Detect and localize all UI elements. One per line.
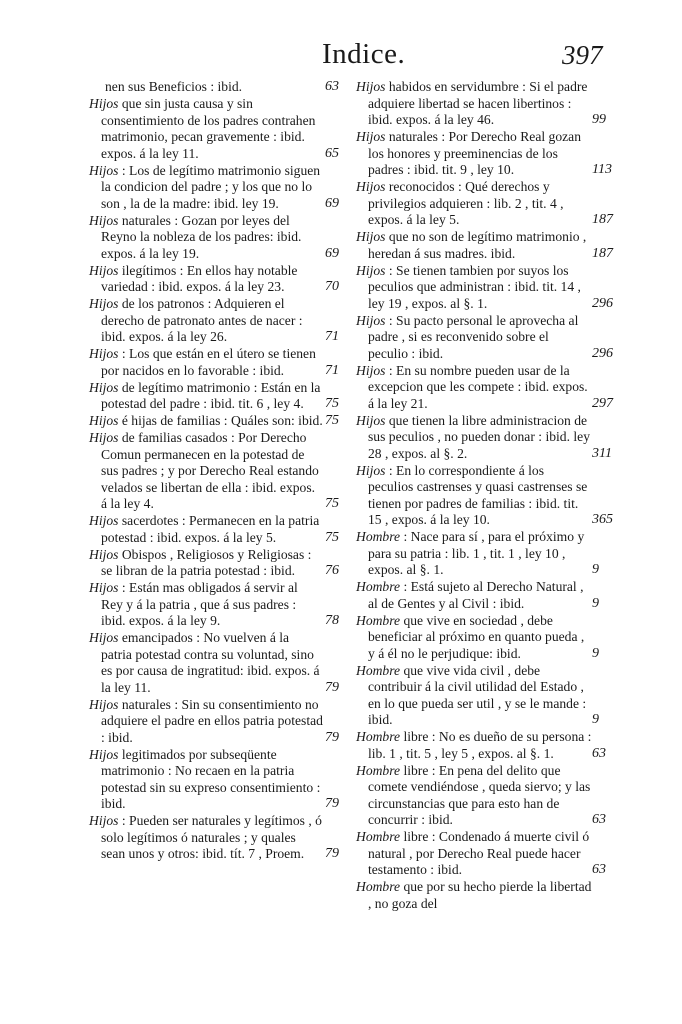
index-entry: [89, 163, 339, 213]
entry-text: [89, 813, 323, 863]
entry-page-ref: 69: [325, 195, 339, 211]
index-entry: [89, 296, 339, 346]
index-entry: [89, 213, 339, 263]
entry-page-ref: 69: [325, 245, 339, 261]
entry-page-ref: 187: [592, 212, 613, 227]
entry-headword: Hombre: [356, 529, 401, 544]
entry-body: libre : En pena del delito que comete vendiéndose , queda siervo; y las circunstancias que para esto han de concurrir : ibid.: [368, 762, 591, 827]
entry-page-ref: 113: [592, 162, 612, 177]
entry-text: [356, 413, 592, 463]
entry-headword: Hijos: [356, 229, 386, 244]
entry-headword: Hijos: [89, 96, 119, 111]
index-entry: [356, 529, 612, 579]
entry-headword: Hijos: [89, 430, 119, 445]
index-entry: [356, 413, 612, 463]
entry-headword: Hijos: [89, 546, 119, 562]
index-entry: [89, 580, 339, 630]
entry-body: : Los de legítimo matrimonio siguen la condicion del padre ; y los que no lo son , la de la madre: ibid. ley 19.: [101, 162, 321, 211]
index-entry: [89, 547, 339, 580]
index-entry: [89, 263, 339, 296]
entry-text: [89, 96, 323, 162]
entry-text: [356, 463, 592, 529]
entry-body: nen sus Beneficios : ibid.: [105, 79, 243, 94]
entry-headword: Hijos: [89, 630, 119, 645]
entry-body: libre : Condenado á muerte civil ó natural , por Derecho Real puede hacer testamento : ibid.: [368, 829, 590, 877]
entry-page-ref: 65: [325, 145, 339, 161]
entry-headword: Hijos: [89, 296, 119, 311]
entry-body: : Los que están en el útero se tienen por nacidos en lo favorable : ibid.: [101, 346, 316, 378]
entry-text: [89, 296, 323, 346]
entry-page-ref: 99: [592, 112, 606, 127]
index-entry: [89, 630, 339, 696]
index-entry: [356, 313, 612, 363]
entry-page-ref: 75: [325, 396, 339, 411]
entry-page-ref: 63: [592, 745, 606, 761]
entry-page-ref: 187: [592, 245, 613, 261]
entry-text: [356, 129, 592, 179]
index-entry: [356, 613, 612, 663]
entry-text: [89, 547, 323, 580]
index-entry: [89, 346, 339, 379]
entry-page-ref: 63: [592, 812, 606, 827]
entry-headword: Hijos: [356, 362, 386, 378]
entry-text: [89, 346, 323, 379]
entry-body: : Se tienen tambien por suyos los peculios que administran : ibid. tit. 14 , ley 19 , expos. al §. 1.: [368, 262, 581, 311]
index-entry: [356, 879, 612, 912]
index-entry: [89, 813, 339, 863]
entry-text: [356, 829, 592, 879]
entry-text: [356, 763, 592, 829]
index-entry: [356, 229, 612, 262]
entry-page-ref: 297: [592, 395, 613, 411]
entry-headword: Hijos: [356, 412, 386, 428]
running-title: Indice.: [322, 38, 406, 70]
entry-page-ref: 296: [592, 345, 613, 361]
entry-body: que sin justa causa y sin consentimiento de los padres contrahen matrimonio, pecan gravemente : ibid. expos. á la ley 11.: [101, 96, 316, 161]
entry-text: [356, 663, 592, 729]
index-entry: [356, 179, 612, 229]
index-entry: [89, 380, 339, 413]
entry-body: : En su nombre pueden usar de la excepcion que les compete : ibid. expos. á la ley 21.: [368, 362, 588, 411]
index-entry: [356, 763, 612, 829]
entry-body: naturales : Gozan por leyes del Reyno la nobleza de los padres: ibid. expos. á la ley 19.: [101, 212, 302, 261]
entry-body: : Pueden ser naturales y legítimos , ó solo legítimos ó naturales ; y quales sean unos y otros: ibid. tít. 7 , Proem.: [101, 813, 322, 861]
entry-body: que no son de legítimo matrimonio , heredan á sus madres. ibid.: [368, 229, 587, 261]
entry-body: é hijas de familias : Quáles son: ibid.: [118, 413, 323, 428]
entry-headword: Hijos: [356, 79, 386, 94]
entry-page-ref: 79: [325, 679, 339, 695]
index-entry: [89, 697, 339, 747]
entry-body: que tienen la libre administracion de sus peculios , no pueden donar : ibid. ley 28 , expos. al §. 2.: [368, 412, 590, 461]
entry-page-ref: 75: [325, 529, 339, 545]
entry-headword: Hijos: [89, 513, 119, 528]
entry-text: [356, 613, 592, 663]
entry-text: [356, 529, 592, 579]
index-entry: [89, 79, 339, 96]
index-entry: [356, 463, 612, 529]
entry-headword: Hombre: [356, 762, 401, 778]
entry-page-ref: 79: [325, 846, 339, 861]
entry-body: Obispos , Religiosos y Religiosas : se libran de la patria potestad : ibid.: [101, 546, 312, 578]
entry-text: [89, 513, 323, 546]
entry-body: reconocidos : Qué derechos y privilegios adquieren : lib. 2 , tit. 4 , expos. á la ley 5.: [368, 179, 564, 227]
entry-body: que vive vida civil , debe contribuir á la civil utilidad del Estado , en lo que pueda ser util , y se le mande : ibid.: [368, 662, 587, 727]
entry-body: sacerdotes : Permanecen en la patria potestad : ibid. expos. á la ley 5.: [101, 513, 320, 545]
entry-headword: Hijos: [89, 413, 119, 428]
entry-page-ref: 79: [325, 796, 339, 811]
entry-page-ref: 79: [325, 729, 339, 745]
entry-body: : Nace para sí , para el próximo y para su patria : lib. 1 , tit. 1 , ley 10 , expos. al §. 1.: [368, 529, 585, 577]
page-number: 397: [562, 40, 603, 70]
entry-text: [356, 179, 592, 229]
entry-headword: Hijos: [356, 179, 386, 194]
entry-page-ref: 75: [325, 413, 339, 428]
index-entry: [89, 747, 339, 813]
entry-body: naturales : Sin su consentimiento no adquiere el padre en ellos patria potestad : ibid.: [101, 696, 323, 745]
entry-page-ref: 75: [325, 496, 339, 511]
entry-text: [356, 313, 592, 363]
entry-text: [89, 163, 323, 213]
entry-page-ref: 9: [592, 645, 599, 661]
entry-body: : Está sujeto al Derecho Natural , al de Gentes y al Civil : ibid.: [368, 579, 584, 611]
index-entry: [356, 829, 612, 879]
entry-page-ref: 9: [592, 595, 599, 611]
entry-page-ref: 63: [325, 79, 339, 94]
entry-headword: Hijos: [89, 580, 119, 595]
index-entry: [356, 263, 612, 313]
entry-headword: Hombre: [356, 612, 401, 628]
entry-text: [356, 579, 592, 612]
entry-text: [89, 580, 323, 630]
entry-headword: Hombre: [356, 729, 401, 744]
page-header: [0, 38, 682, 78]
entry-body: emancipados : No vuelven á la patria potestad contra su voluntad, sino es por causa de ingratitud: ibid. expos. á la ley 11.: [101, 630, 320, 695]
entry-page-ref: 63: [592, 862, 606, 877]
entry-page-ref: 71: [325, 329, 339, 344]
entry-body: naturales : Por Derecho Real gozan los honores y preeminencias de los padres : ibid. tit. 9 , ley 10.: [368, 129, 581, 177]
index-entry: [356, 129, 612, 179]
index-entry: [356, 729, 612, 762]
entry-page-ref: 296: [592, 295, 613, 311]
entry-page-ref: 71: [325, 362, 339, 378]
entry-body: libre : No es dueño de su persona : lib. 1 , tit. 5 , ley 5 , expos. al §. 1.: [368, 729, 592, 761]
entry-headword: Hijos: [89, 162, 119, 178]
entry-text: [356, 229, 592, 262]
index-entry: [356, 663, 612, 729]
entry-body: ilegítimos : En ellos hay notable variedad : ibid. expos. á la ley 23.: [101, 262, 298, 294]
entry-body: de los patronos : Adquieren el derecho de patronato antes de nacer : ibid. expos. á la ley 26.: [101, 296, 303, 344]
entry-headword: Hijos: [356, 262, 386, 278]
entry-text: [356, 729, 592, 762]
entry-body: : Su pacto personal le aprovecha al padre , si es reconvenido sobre el peculio : ibid.: [368, 312, 579, 361]
index-entry: [89, 430, 339, 513]
index-entry: [356, 79, 612, 129]
left-column: [89, 79, 339, 863]
entry-text: [89, 697, 323, 747]
entry-body: : Están mas obligados á servir al Rey y á la patria , que á sus padres : ibid. expos. á la ley 9.: [101, 580, 298, 628]
entry-headword: Hombre: [356, 579, 401, 594]
entry-text: [356, 263, 592, 313]
entry-body: : En lo correspondiente á los peculios castrenses y quasi castrenses se tienen por padres de familias : ibid. tit. 15 , expos. á la ley 10.: [368, 462, 588, 527]
entry-text: [89, 263, 323, 296]
entry-body: de familias casados : Por Derecho Comun permanecen en la potestad de sus padres ; y por Derecho Real estando velados se libertan de ella : ibid. expos. á la ley 4.: [101, 430, 319, 511]
entry-headword: Hijos: [356, 129, 386, 144]
entry-text: [89, 79, 327, 96]
entry-text: [89, 413, 323, 430]
entry-headword: Hijos: [89, 696, 119, 712]
entry-headword: Hijos: [89, 262, 119, 278]
entry-body: que por su hecho pierde la libertad , no goza del: [368, 879, 592, 911]
entry-page-ref: 70: [325, 279, 339, 294]
entry-text: [356, 879, 592, 912]
entry-text: [89, 380, 323, 413]
entry-headword: Hijos: [89, 746, 119, 762]
index-entry: [89, 413, 339, 430]
entry-text: [356, 79, 592, 129]
right-column: [356, 79, 612, 913]
index-entry: [356, 579, 612, 612]
entry-headword: Hijos: [89, 212, 119, 228]
entry-body: de legítimo matrimonio : Están en la potestad del padre : ibid. tit. 6 , ley 4.: [101, 379, 321, 411]
entry-page-ref: 9: [592, 562, 599, 577]
entry-page-ref: 78: [325, 613, 339, 628]
index-entry: [89, 513, 339, 546]
entry-text: [356, 363, 592, 413]
index-entry: [89, 96, 339, 162]
entry-text: [89, 747, 323, 813]
entry-headword: Hombre: [356, 879, 401, 894]
entry-headword: Hombre: [356, 662, 401, 678]
entry-headword: Hijos: [89, 813, 119, 828]
entry-body: que vive en sociedad , debe beneficiar al próximo en quanto pueda , y á él no le perjudique: ibid.: [368, 612, 585, 661]
entry-headword: Hijos: [356, 312, 386, 328]
entry-headword: Hombre: [356, 829, 401, 844]
entry-page-ref: 365: [592, 512, 613, 527]
entry-headword: Hijos: [89, 379, 119, 395]
entry-text: [89, 630, 323, 696]
index-entry: [356, 363, 612, 413]
entry-headword: Hijos: [356, 462, 386, 478]
entry-page-ref: 311: [592, 445, 612, 461]
entry-text: [89, 213, 323, 263]
entry-page-ref: 76: [325, 563, 339, 578]
entry-page-ref: 9: [592, 712, 599, 727]
entry-headword: Hijos: [89, 346, 119, 361]
entry-text: [89, 430, 323, 513]
entry-body: legitimados por subseqüente matrimonio : No recaen en la patria potestad sin su expreso consentimiento : ibid.: [101, 746, 321, 811]
entry-body: habidos en servidumbre : Si el padre adquiere libertad se hacen libertinos : ibid. expos. á la ley 46.: [368, 79, 588, 127]
